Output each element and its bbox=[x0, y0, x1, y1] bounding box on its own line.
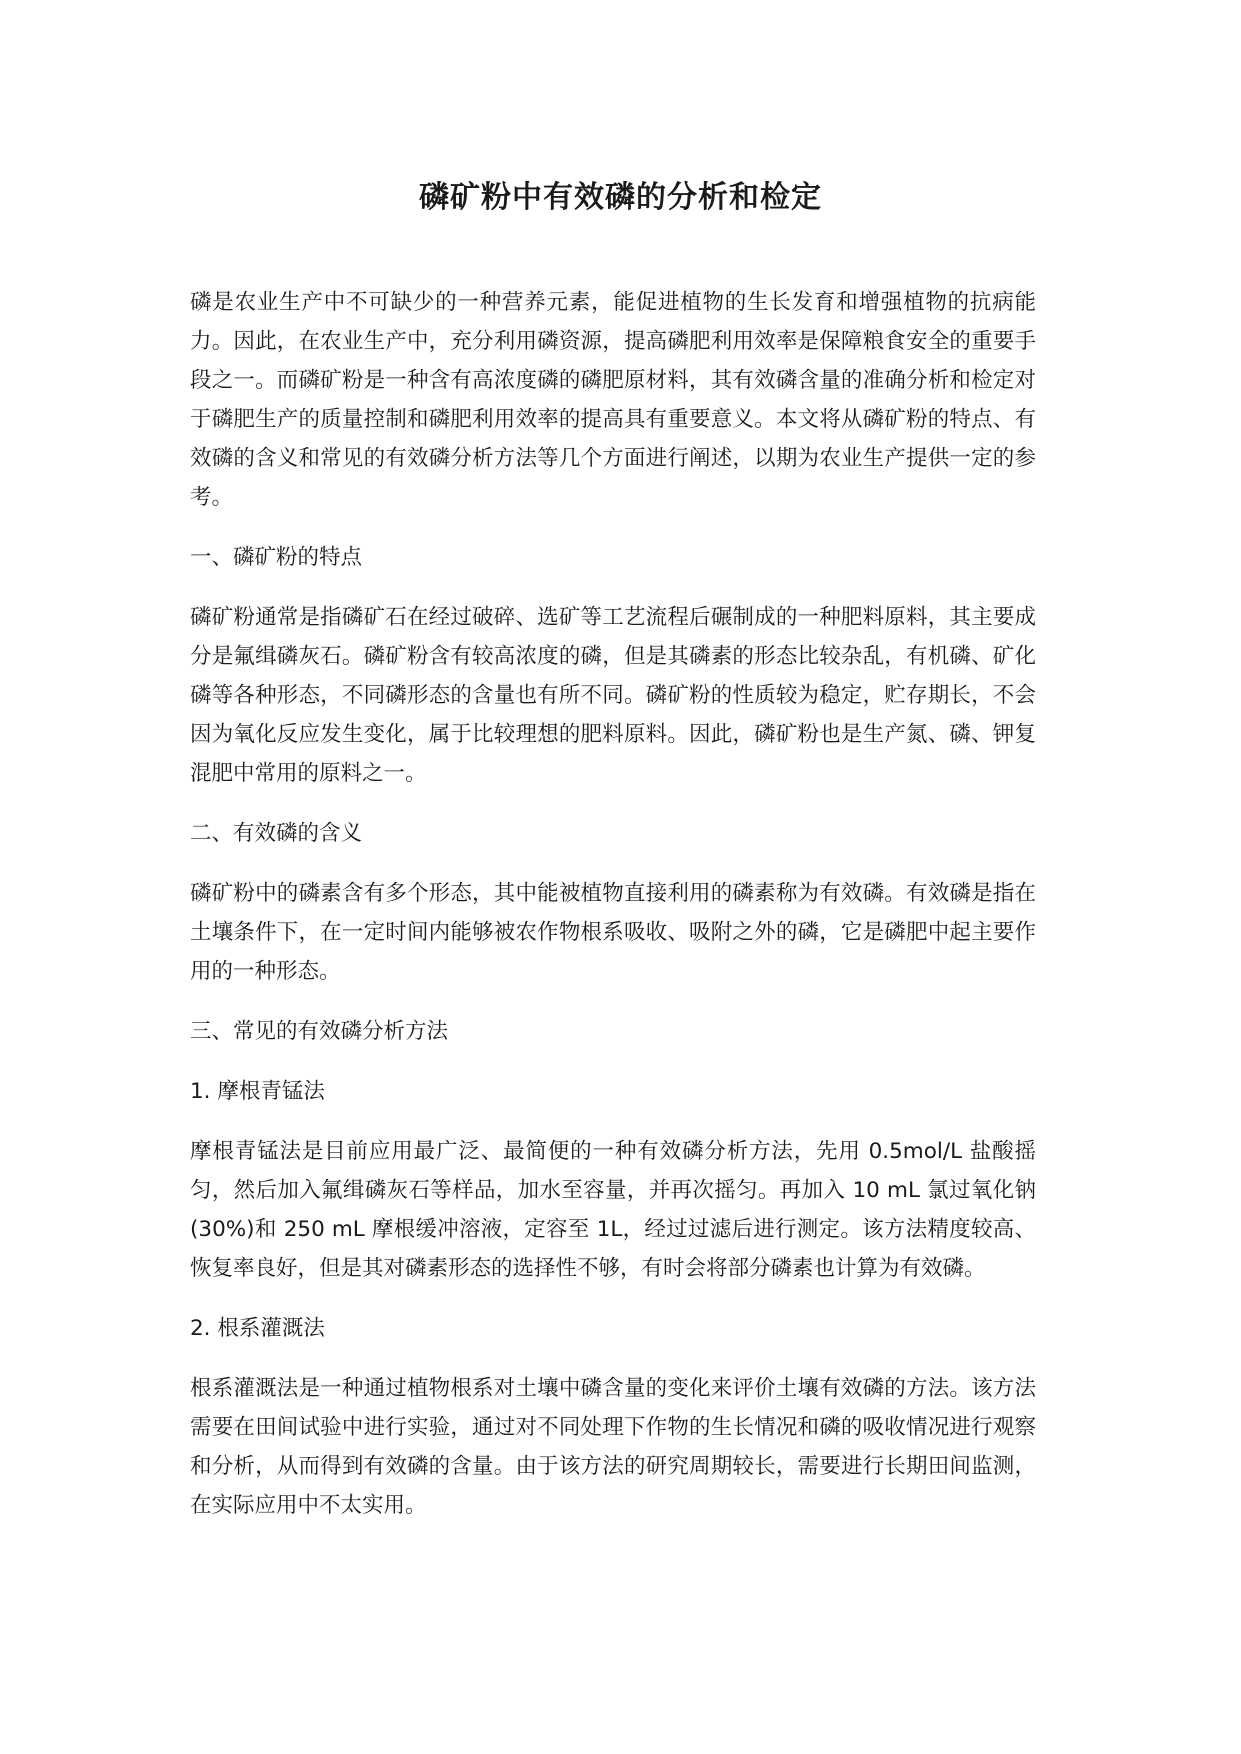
document-title: 磷矿粉中有效磷的分析和检定 bbox=[419, 180, 822, 215]
intro-paragraph: 磷是农业生产中不可缺少的一种营养元素，能促进植物的生长发育和增强植物的抗病能力。因此，在农业生产中，充分利用磷资源，提高磷肥利用效率是保障粮食安全的重要手段之一。而磷矿粉是一种含有高浓度磷的磷肥原材料，其有效磷含量的准确分析和检定对于磷肥生产的质量控制和磷肥利用效率的提高具有重要意义。本文将从磷矿粉的特点、有效磷的含义和常见的有效磷分析方法等几个方面进行阐述，以期为农业生产提供一定的参考。 bbox=[190, 290, 1036, 510]
subsection-paragraph-morgan: 摩根青锰法是目前应用最广泛、最简便的一种有效磷分析方法，先用 0.5mol/L 盐酸摇匀，然后加入氟缉磷灰石等样品，加水至容量，并再次摇匀。再加入 10 mL 氯过氧化钠(30%)和 250 mL 摩根缓冲溶液，定容至 1L，经过过滤后进行测定。该方法精度较高、恢复率良好，但是其对磷素形态的选择性不够，有时会将部分磷素也计算为有效磷。 bbox=[190, 1139, 1036, 1281]
section-heading-methods: 三、常见的有效磷分析方法 bbox=[190, 1019, 449, 1044]
section-paragraph-features: 磷矿粉通常是指磷矿石在经过破碎、选矿等工艺流程后碾制成的一种肥料原料，其主要成分是氟缉磷灰石。磷矿粉含有较高浓度的磷，但是其磷素的形态比较杂乱，有机磷、矿化磷等各种形态，不同磷形态的含量也有所不同。磷矿粉的性质较为稳定，贮存期长，不会因为氧化反应发生变化，属于比较理想的肥料原料。因此，磷矿粉也是生产氮、磷、钾复混肥中常用的原料之一。 bbox=[190, 605, 1036, 786]
subsection-heading-root-irrigation: 2. 根系灌溉法 bbox=[190, 1316, 325, 1341]
subsection-heading-morgan: 1. 摩根青锰法 bbox=[190, 1079, 325, 1104]
section-paragraph-definition: 磷矿粉中的磷素含有多个形态，其中能被植物直接利用的磷素称为有效磷。有效磷是指在土壤条件下，在一定时间内能够被农作物根系吸收、吸附之外的磷，它是磷肥中起主要作用的一种形态。 bbox=[190, 881, 1036, 984]
section-heading-definition: 二、有效磷的含义 bbox=[190, 821, 363, 846]
document-body bbox=[190, 283, 1036, 1546]
section-heading-features: 一、磷矿粉的特点 bbox=[190, 545, 363, 570]
subsection-paragraph-root-irrigation: 根系灌溉法是一种通过植物根系对土壤中磷含量的变化来评价土壤有效磷的方法。该方法需要在田间试验中进行实验，通过对不同处理下作物的生长情况和磷的吸收情况进行观察和分析，从而得到有效磷的含量。由于该方法的研究周期较长，需要进行长期田间监测，在实际应用中不太实用。 bbox=[190, 1376, 1036, 1518]
